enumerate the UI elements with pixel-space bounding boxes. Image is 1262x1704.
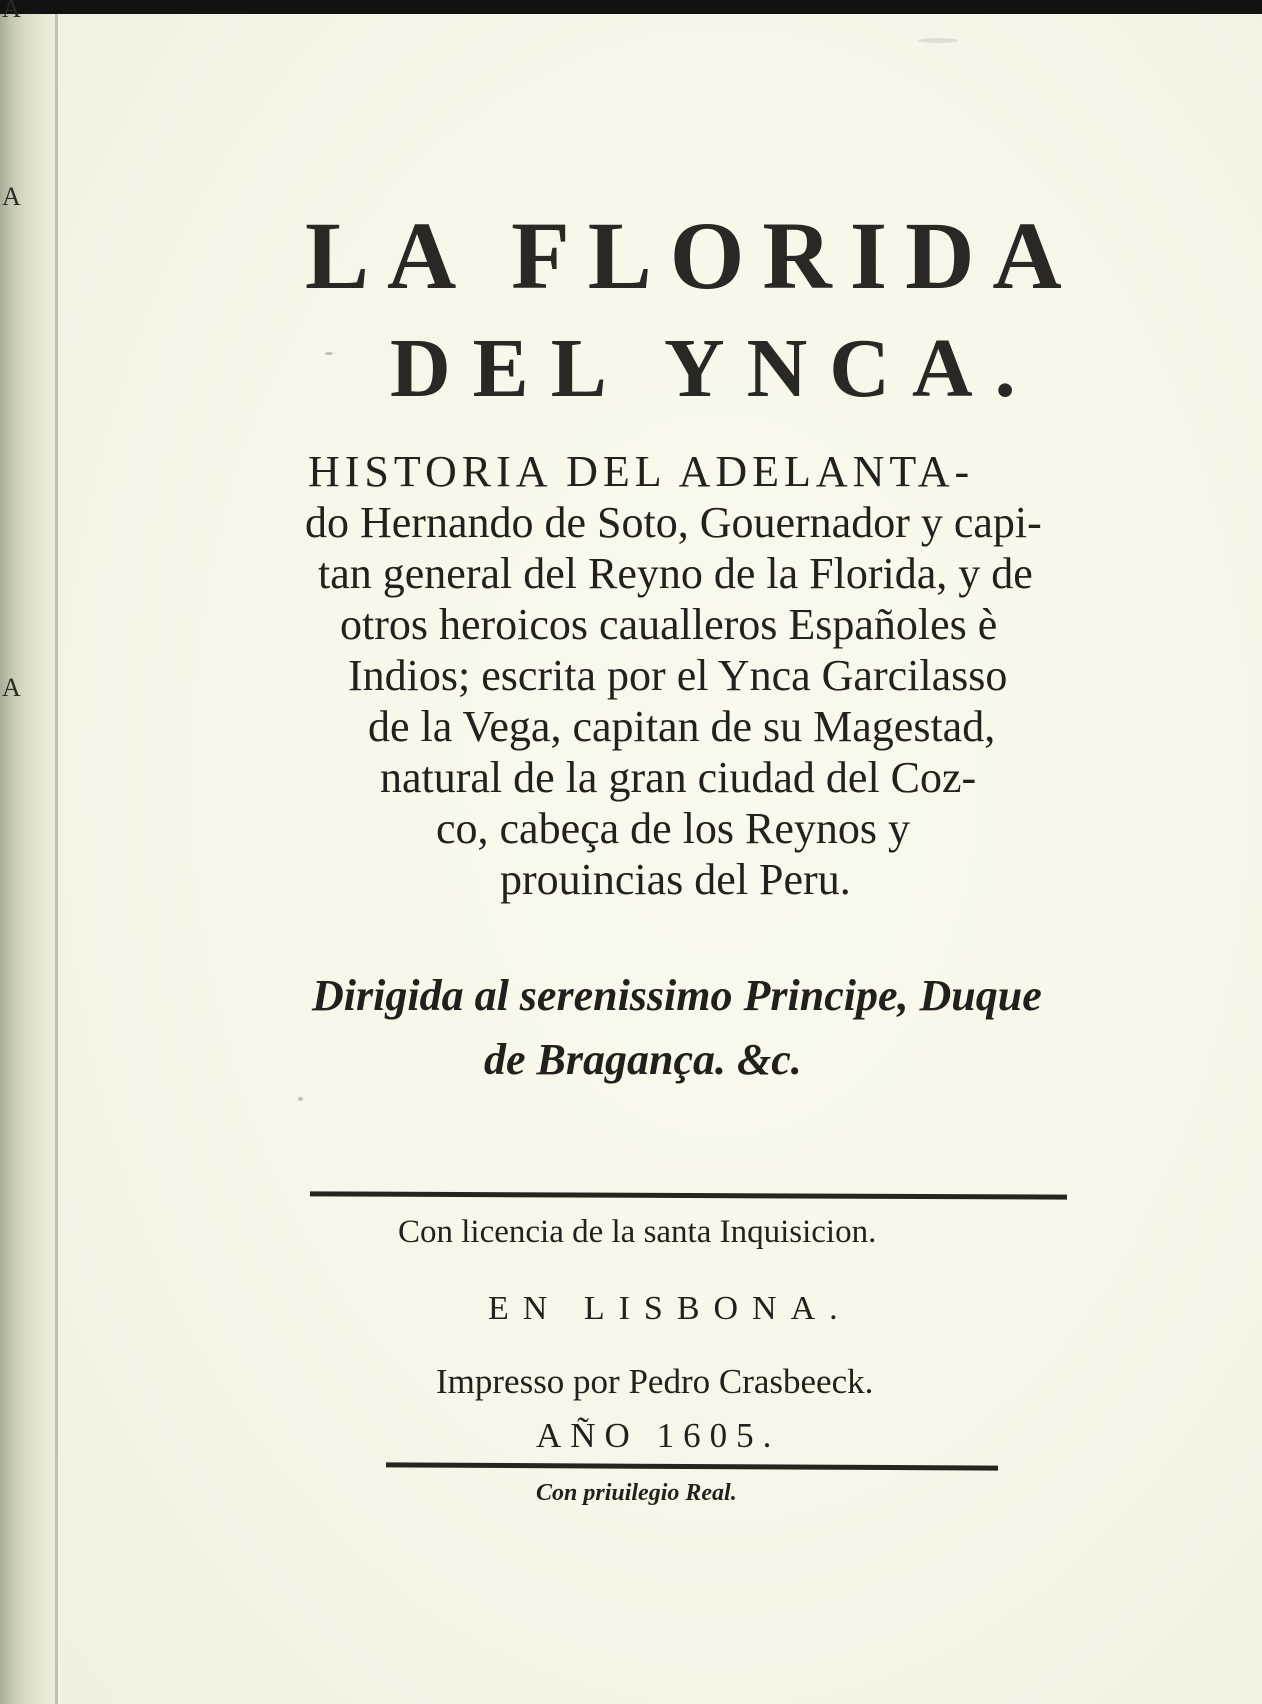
book-title-line-2: DEL YNCA. [390, 322, 1038, 415]
subtitle-line: tan general del Reyno de la Florida, y de [318, 549, 1033, 598]
subtitle-line: do Hernando de Soto, Gouernador y capi- [305, 498, 1042, 547]
subtitle-line: prouincias del Peru. [500, 855, 851, 904]
spine-letter: A [2, 182, 21, 211]
paper-speck [298, 1097, 303, 1101]
license-line: Con licencia de la santa Inquisicion. [398, 1214, 877, 1250]
subtitle-line: HISTORIA DEL ADELANTA- [308, 447, 975, 496]
book-title-line-1: LA FLORIDA [305, 202, 1080, 309]
subtitle-line: Indios; escrita por el Ynca Garcilasso [348, 651, 1008, 700]
paper-speck [325, 352, 333, 355]
subtitle-line: otros heroicos caualleros Españoles è [340, 600, 998, 649]
paper-speck [918, 38, 958, 43]
spine-letter: A [2, 0, 21, 23]
privilege-line: Con priuilegio Real. [536, 1480, 737, 1506]
year-line: AÑO 1605. [536, 1416, 781, 1455]
dedication-line-1: Dirigida al serenissimo Principe, Duque [312, 971, 1042, 1020]
subtitle-line: natural de la gran ciudad del Coz- [380, 753, 977, 802]
spine-letter: A [2, 673, 21, 702]
city-line: EN LISBONA. [488, 1290, 852, 1327]
dedication-line-2: de Bragança. &c. [484, 1035, 802, 1084]
binding-shadow-line [55, 14, 58, 1704]
book-binding-edge [0, 14, 58, 1704]
subtitle-line: de la Vega, capitan de su Magestad, [368, 702, 996, 751]
printer-line: Impresso por Pedro Crasbeeck. [436, 1362, 874, 1401]
subtitle-line: co, cabeça de los Reynos y [436, 804, 911, 853]
scan-top-edge [0, 0, 1262, 14]
